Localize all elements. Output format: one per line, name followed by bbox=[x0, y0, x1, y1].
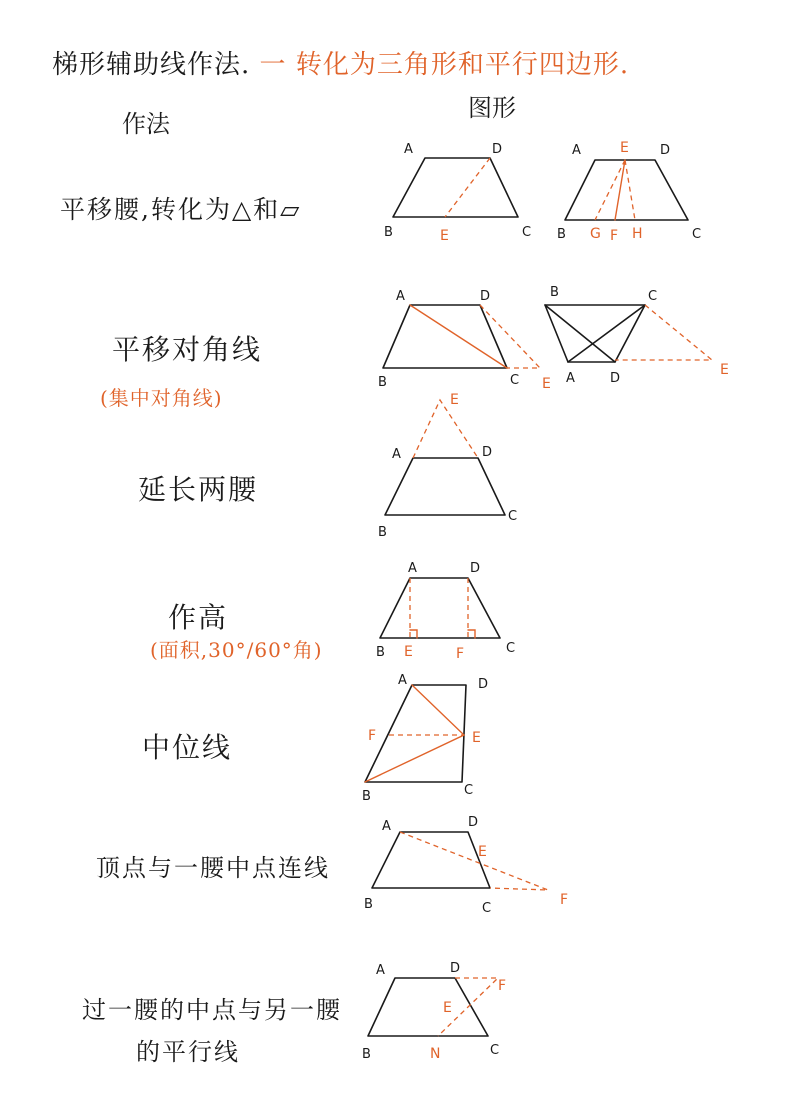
method-parallel-line-2: 的平行线 bbox=[136, 1038, 240, 1066]
method-translate-diagonal: 平移对角线 bbox=[112, 333, 263, 366]
label-g: G bbox=[590, 226, 601, 242]
label-c: C bbox=[506, 641, 516, 656]
label-b: B bbox=[557, 227, 566, 242]
dashed-line-aef bbox=[400, 832, 548, 890]
title-highlight: 转化为三角形和平行四边形. bbox=[295, 50, 630, 80]
lines-ae-eb bbox=[365, 685, 464, 782]
label-h: H bbox=[632, 226, 643, 242]
figure-parallel-through-midpoint bbox=[362, 961, 506, 1062]
label-a: A bbox=[404, 142, 413, 157]
method-midline: 中位线 bbox=[142, 731, 233, 764]
method-translate-leg: 平移腰,转化为△和▱ bbox=[60, 195, 302, 224]
method-column-header: 作法 bbox=[122, 110, 170, 138]
figure-extend-legs bbox=[378, 392, 517, 540]
label-d: D bbox=[478, 677, 489, 692]
figure-midline bbox=[362, 673, 488, 804]
figure-column-header: 图形 bbox=[468, 94, 516, 122]
label-e: E bbox=[478, 844, 487, 860]
figure-vertex-midpoint bbox=[364, 815, 568, 916]
page-title: 梯形辅助线作法. 一 转化为三角形和平行四边形. bbox=[52, 50, 630, 80]
label-d: D bbox=[480, 289, 491, 304]
label-c: C bbox=[692, 227, 702, 242]
label-c: C bbox=[648, 289, 658, 304]
right-angle-mark-f bbox=[468, 630, 475, 638]
label-f: F bbox=[610, 228, 619, 244]
label-c: C bbox=[508, 509, 518, 524]
figure-draw-height bbox=[376, 561, 515, 662]
label-c: C bbox=[490, 1043, 500, 1058]
label-d: D bbox=[470, 561, 481, 576]
label-e: E bbox=[440, 228, 449, 244]
label-n: N bbox=[430, 1046, 441, 1062]
label-d: D bbox=[492, 142, 503, 157]
right-angle-mark-e bbox=[410, 630, 417, 638]
label-f: F bbox=[560, 892, 569, 908]
label-b: B bbox=[384, 225, 393, 240]
label-e: E bbox=[720, 362, 729, 378]
dashed-translated-diagonal bbox=[480, 305, 540, 368]
dashed-extended-legs bbox=[413, 400, 478, 458]
label-e: E bbox=[620, 140, 629, 156]
note-area-angle: (面积,30°/60°角) bbox=[150, 638, 323, 662]
label-e: E bbox=[450, 392, 459, 408]
note-concentrate-diagonal: (集中对角线) bbox=[100, 386, 223, 410]
label-a: A bbox=[396, 289, 405, 304]
figure-translate-leg-a bbox=[384, 142, 531, 244]
method-parallel-line-1: 过一腰的中点与另一腰 bbox=[82, 996, 342, 1024]
label-d: D bbox=[610, 371, 621, 386]
label-b: B bbox=[376, 645, 385, 660]
dashed-parallel-leg bbox=[445, 158, 490, 217]
label-e: E bbox=[404, 644, 413, 660]
label-b: B bbox=[362, 789, 371, 804]
label-b: B bbox=[378, 525, 387, 540]
label-d: D bbox=[660, 143, 671, 158]
method-vertex-midpoint: 顶点与一腰中点连线 bbox=[96, 854, 330, 882]
label-b: B bbox=[378, 375, 387, 390]
label-f: F bbox=[368, 728, 377, 744]
label-b: B bbox=[364, 897, 373, 912]
label-a: A bbox=[572, 143, 581, 158]
label-a: A bbox=[392, 447, 401, 462]
label-a: A bbox=[376, 963, 385, 978]
label-c: C bbox=[510, 373, 520, 388]
dashed-translated-diagonal bbox=[615, 305, 712, 360]
label-d: D bbox=[450, 961, 461, 976]
label-a: A bbox=[408, 561, 417, 576]
diagonal-ac bbox=[410, 305, 507, 368]
label-e: E bbox=[542, 376, 551, 392]
label-d: D bbox=[468, 815, 479, 830]
label-e: E bbox=[472, 730, 481, 746]
figure-translate-diagonal-a bbox=[378, 289, 551, 392]
label-a: A bbox=[382, 819, 391, 834]
dashed-line-eh bbox=[625, 160, 635, 220]
label-f: F bbox=[498, 978, 507, 994]
label-c: C bbox=[464, 783, 474, 798]
label-b: B bbox=[550, 285, 559, 300]
label-f: F bbox=[456, 646, 465, 662]
label-a: A bbox=[398, 673, 407, 688]
method-extend-legs: 延长两腰 bbox=[138, 473, 259, 506]
method-draw-height: 作高 bbox=[168, 601, 229, 634]
figure-translate-leg-b bbox=[557, 140, 701, 244]
label-d: D bbox=[482, 445, 493, 460]
label-b: B bbox=[362, 1047, 371, 1062]
figure-translate-diagonal-b bbox=[545, 285, 729, 386]
label-e: E bbox=[443, 1000, 452, 1016]
title-separator: 一 bbox=[259, 50, 287, 80]
label-c: C bbox=[522, 225, 532, 240]
label-c: C bbox=[482, 901, 492, 916]
title-main: 梯形辅助线作法 bbox=[52, 50, 242, 80]
label-a: A bbox=[566, 371, 575, 386]
